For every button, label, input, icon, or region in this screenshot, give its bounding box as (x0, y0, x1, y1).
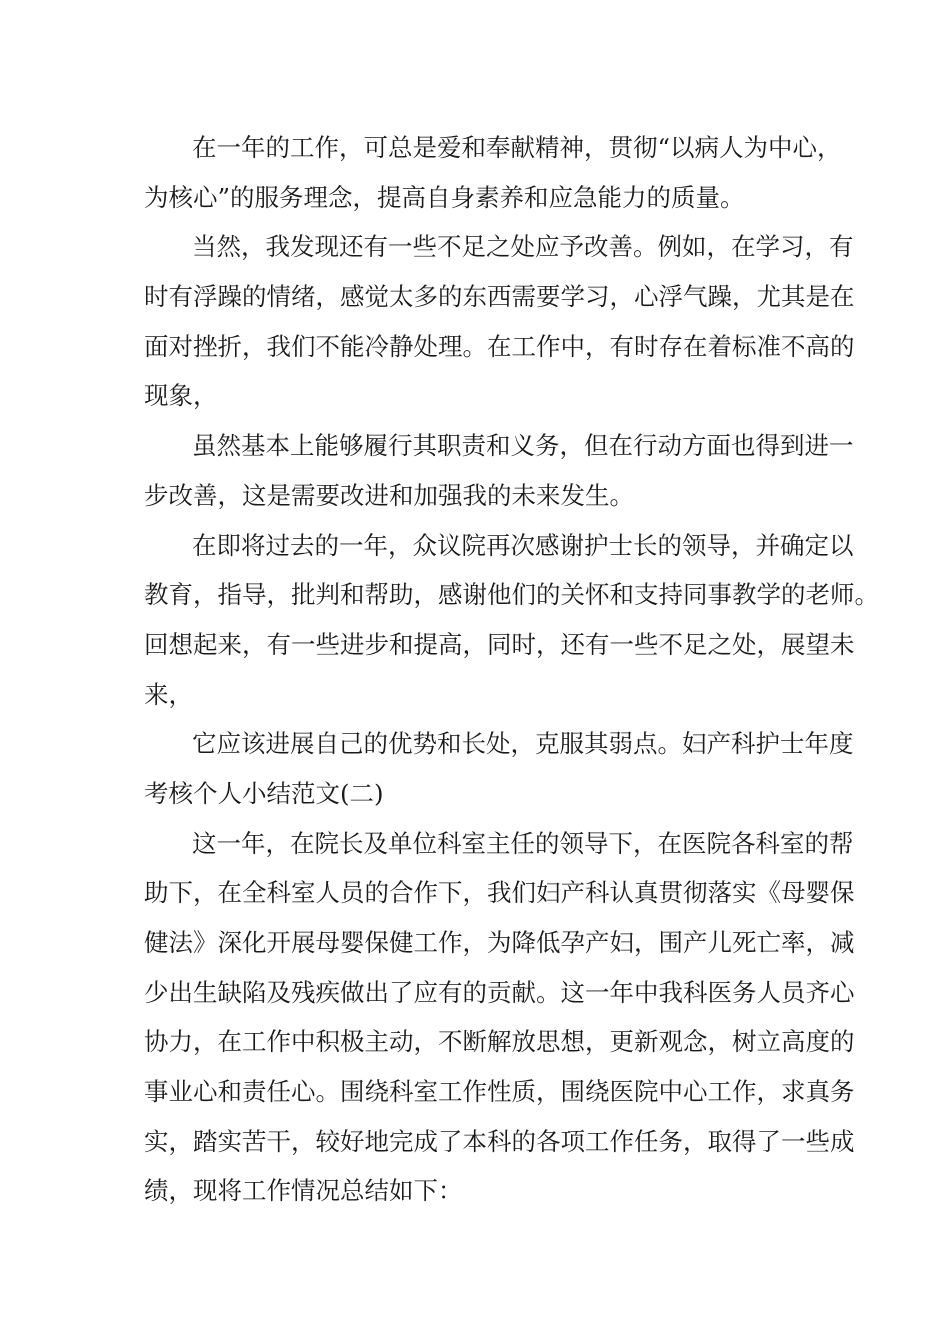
text-line: 为核心”的服务理念，提高自身素养和应急能力的质量。 (144, 182, 745, 212)
paragraph (144, 719, 854, 818)
body-text (144, 123, 879, 1216)
text-line: 助下，在全科室人员的合作下，我们妇产科认真贯彻落实《母婴保 (144, 878, 855, 908)
text-line: 实，踏实苦干，较好地完成了本科的各项工作任务，取得了一些成 (144, 1126, 855, 1156)
text-line: 虽然基本上能够履行其职责和义务，但在行动方面也得到进一 (192, 431, 854, 461)
paragraph (144, 421, 854, 520)
text-line: 事业心和责任心。围绕科室工作性质，围绕医院中心工作，求真务 (144, 1077, 855, 1107)
text-line: 这一年，在院长及单位科室主任的领导下，在医院各科室的帮 (192, 828, 854, 858)
paragraph (144, 123, 842, 222)
text-line: 来， (144, 679, 193, 709)
text-line: 面对挫折，我们不能冷静处理。在工作中，有时存在着标准不高的 (144, 331, 855, 361)
text-line: 现象， (144, 381, 218, 411)
text-line: 少出生缺陷及残疾做出了应有的贡献。这一年中我科医务人员齐心 (144, 977, 855, 1007)
text-line: 健法》深化开展母婴保健工作，为降低孕产妇，围产儿死亡率，减 (144, 928, 855, 957)
text-line: 步改善，这是需要改进和加强我的未来发生。 (144, 480, 634, 510)
text-line: 教育，指导，批判和帮助，感谢他们的关怀和支持同事教学的老师。 (144, 580, 879, 610)
text-line: 当然，我发现还有一些不足之处应予改善。例如，在学习，有 (192, 232, 854, 262)
text-line: 考核个人小结范文(二) (144, 778, 384, 808)
text-line: 协力，在工作中积极主动，不断解放思想，更新观念，树立高度的 (144, 1027, 855, 1057)
text-line: 回想起来，有一些进步和提高，同时，还有一些不足之处，展望未 (144, 629, 855, 659)
text-line: 在即将过去的一年，众议院再次感谢护士长的领导，并确定以 (192, 530, 854, 560)
text-line: 绩，现将工作情况总结如下： (144, 1176, 463, 1206)
paragraph (144, 521, 879, 720)
text-line: 它应该进展自己的优势和长处，克服其弱点。妇产科护士年度 (192, 729, 854, 759)
text-line: 在一年的工作，可总是爱和奉献精神，贯彻“以病人为中心， (192, 133, 842, 162)
paragraph (144, 819, 855, 1217)
text-line: 时有浮躁的情绪，感觉太多的东西需要学习，心浮气躁，尤其是在 (144, 282, 855, 312)
paragraph (144, 222, 855, 421)
